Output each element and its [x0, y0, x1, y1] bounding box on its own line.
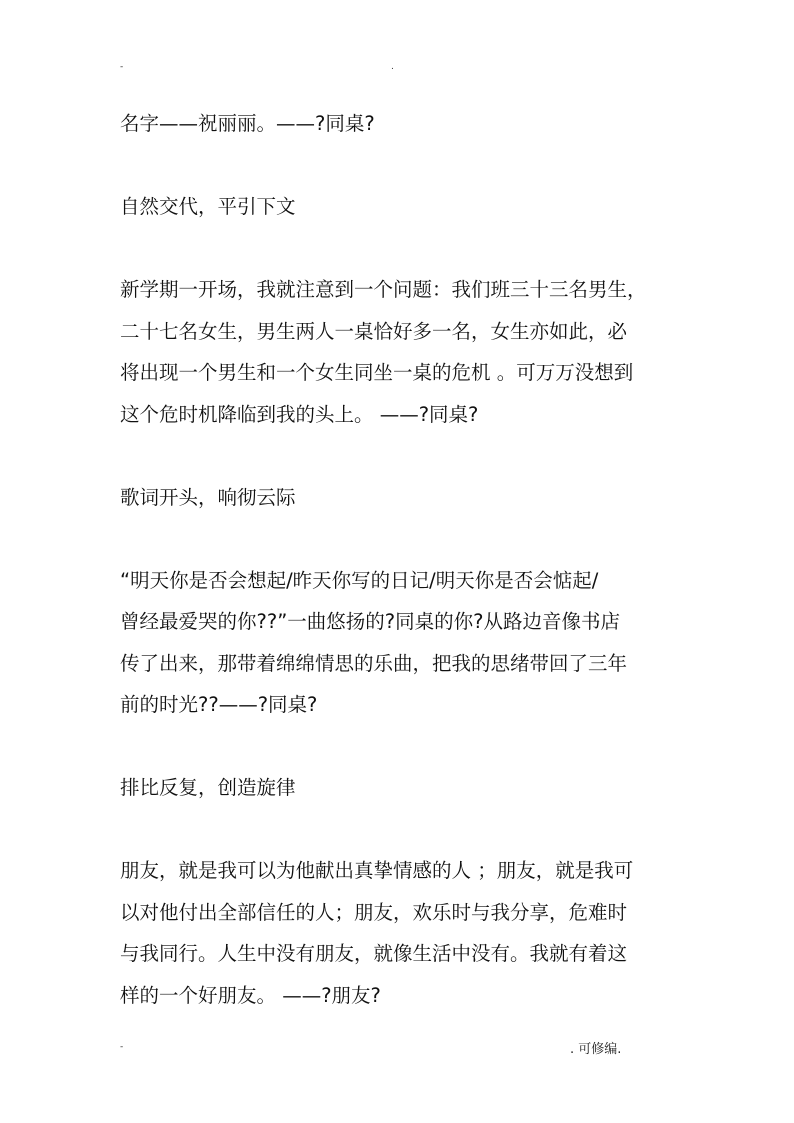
text-line: 样的一个好朋友。 ——?朋友? [120, 983, 381, 1007]
section-heading [120, 186, 682, 228]
header-left-mark: - [120, 62, 124, 72]
text-line: 新学期一开场，我就注意到一个问题：我们班三十三名男生， [120, 278, 647, 301]
text-line: 将出现一个男生和一个女生同坐一桌的危机 。可万万没想到 [120, 361, 634, 384]
document-body [120, 103, 682, 1016]
text-line: 朋友，就是我可以为他献出真挚情感的人 ；朋友，就是我可 [120, 859, 634, 882]
text-line: 二十七名女生，男生两人一桌恰好多一名，女生亦如此，必 [120, 319, 628, 343]
text-line: 传了出来，那带着绵绵情思的乐曲，把我的思绪带回了三年 [120, 651, 628, 675]
example-paragraph [120, 560, 682, 726]
text-line: 以对他付出全部信任的人；朋友，欢乐时与我分享，危难时 [120, 900, 628, 924]
paragraph-title-line [120, 103, 682, 145]
text-line: 排比反复，创造旋律 [120, 776, 296, 799]
text-line: 前的时光??——?同桌? [120, 693, 318, 716]
example-paragraph [120, 850, 682, 1016]
text-line: 歌词开头，响彻云际 [120, 485, 296, 509]
footer-left-mark: - [120, 1042, 124, 1052]
text-line: “明天你是否会想起/昨天你写的日记/明天你是否会惦起/ [120, 568, 599, 592]
text-line: 与我同行。人生中没有朋友，就像生活中没有。我就有着这 [120, 942, 628, 965]
header-center-mark: . [391, 62, 394, 72]
text-line: 这个危时机降临到我的头上。 ——?同桌? [120, 402, 479, 426]
section-heading [120, 767, 682, 809]
section-heading [120, 477, 682, 519]
example-paragraph [120, 269, 682, 435]
text-line: 自然交代，平引下文 [120, 195, 296, 218]
text-line: 曾经最爱哭的你??”一曲悠扬的?同桌的你?从路边音像书店 [120, 610, 621, 633]
footer-editable-note: . 可修编. [570, 1042, 622, 1057]
text-line: 名字——祝丽丽。——?同桌? [120, 112, 375, 135]
